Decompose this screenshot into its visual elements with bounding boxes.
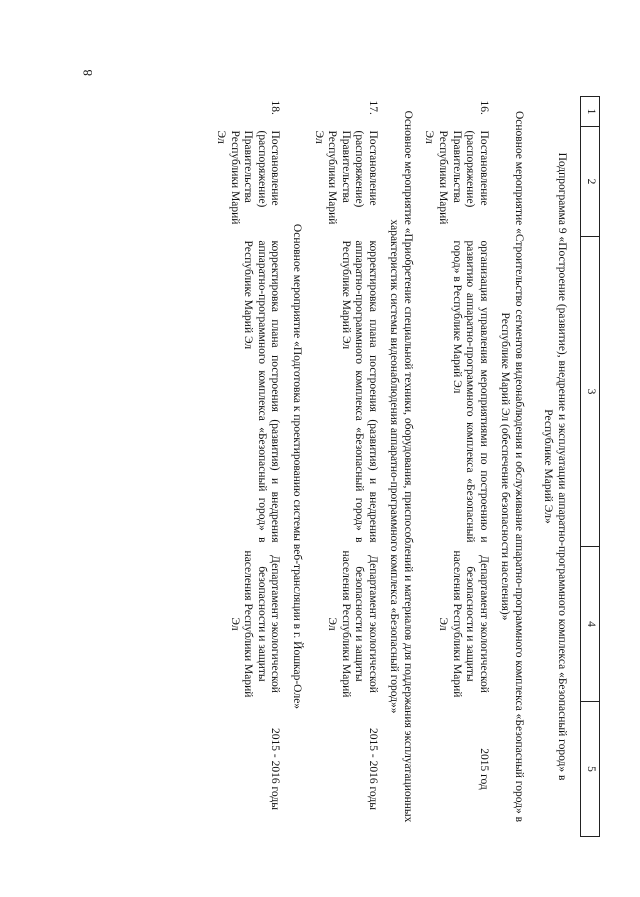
row-term: 2015 год [477, 748, 490, 790]
row-executor: Департамент экологической безопасности и защиты населения Республики Марий Эл [437, 550, 490, 698]
row-document: Постановление (распоряжение) Правительства Республики Марий Эл [215, 130, 282, 225]
row-document: Постановление (распоряжение) Правительства Республики Марий Эл [312, 130, 379, 225]
col-header-3: 3 [581, 237, 600, 547]
table-row [309, 97, 381, 837]
row-term: 2015 - 2016 годы [269, 728, 282, 810]
section-title: Основное мероприятие «Строительство сегментов видеонаблюдения и обслуживание аппаратно-программного комплекса «Безопасный город» в Республике Марий Эл (обеспечение безопасности населения)» [499, 110, 525, 823]
table-header-row [581, 97, 600, 837]
row-measure: корректировка плана построения (развития) и внедрения аппаратно-программного комплекса «Безопасный город» в Республике Марий Эл [242, 240, 282, 543]
section-main-measure-2 [381, 97, 420, 837]
row-measure: корректировка плана построения (развития) и внедрения аппаратно-программного комплекса «Безопасный город» в Республике Марий Эл [339, 240, 379, 543]
table-row [420, 97, 492, 837]
row-executor: Департамент экологической безопасности и защиты населения Республики Марий Эл [326, 550, 379, 698]
section-title: Подпрограмма 9 «Построение (развитие), внедрение и эксплуатации аппаратно-программного комплекса «Безопасный город» в Республике Марий Эл» [542, 152, 568, 781]
page-number: 8 [80, 69, 95, 76]
section-title: Основное мероприятие «Подготовка к проектированию системы веб-трансляции в г. Йошкар-Оле» [291, 223, 303, 710]
col-header-5: 5 [581, 702, 600, 837]
rotated-table-page [95, 96, 600, 836]
col-header-4: 4 [581, 547, 600, 702]
row-document: Постановление (распоряжение) Правительства Республики Марий Эл [423, 130, 490, 225]
row-measure: организация управления мероприятиями по построению и развитию аппаратно-программного комплекса «Безопасный город» в Республике Марий Эл [450, 240, 490, 543]
section-main-measure-1 [492, 97, 531, 837]
section-subprogram [531, 97, 581, 837]
col-header-1: 1 [581, 97, 600, 127]
row-term: 2015 - 2016 годы [366, 728, 379, 810]
table-row [212, 97, 284, 837]
row-number: 18. [269, 100, 282, 115]
row-number: 16. [477, 100, 490, 115]
measures-table [212, 96, 600, 837]
col-header-2: 2 [581, 127, 600, 237]
row-executor: Департамент экологической безопасности и защиты населения Республики Марий Эл [228, 550, 282, 698]
section-main-measure-3 [283, 97, 309, 837]
row-number: 17. [366, 100, 379, 115]
section-title: Основное мероприятие «Приобретение специальной техники, оборудования, приспособлений и материалов для поддержания эксплуатационных характеристик системы видеонаблюдения аппаратно-программного комплекса «Безопасный город»» [388, 110, 414, 823]
